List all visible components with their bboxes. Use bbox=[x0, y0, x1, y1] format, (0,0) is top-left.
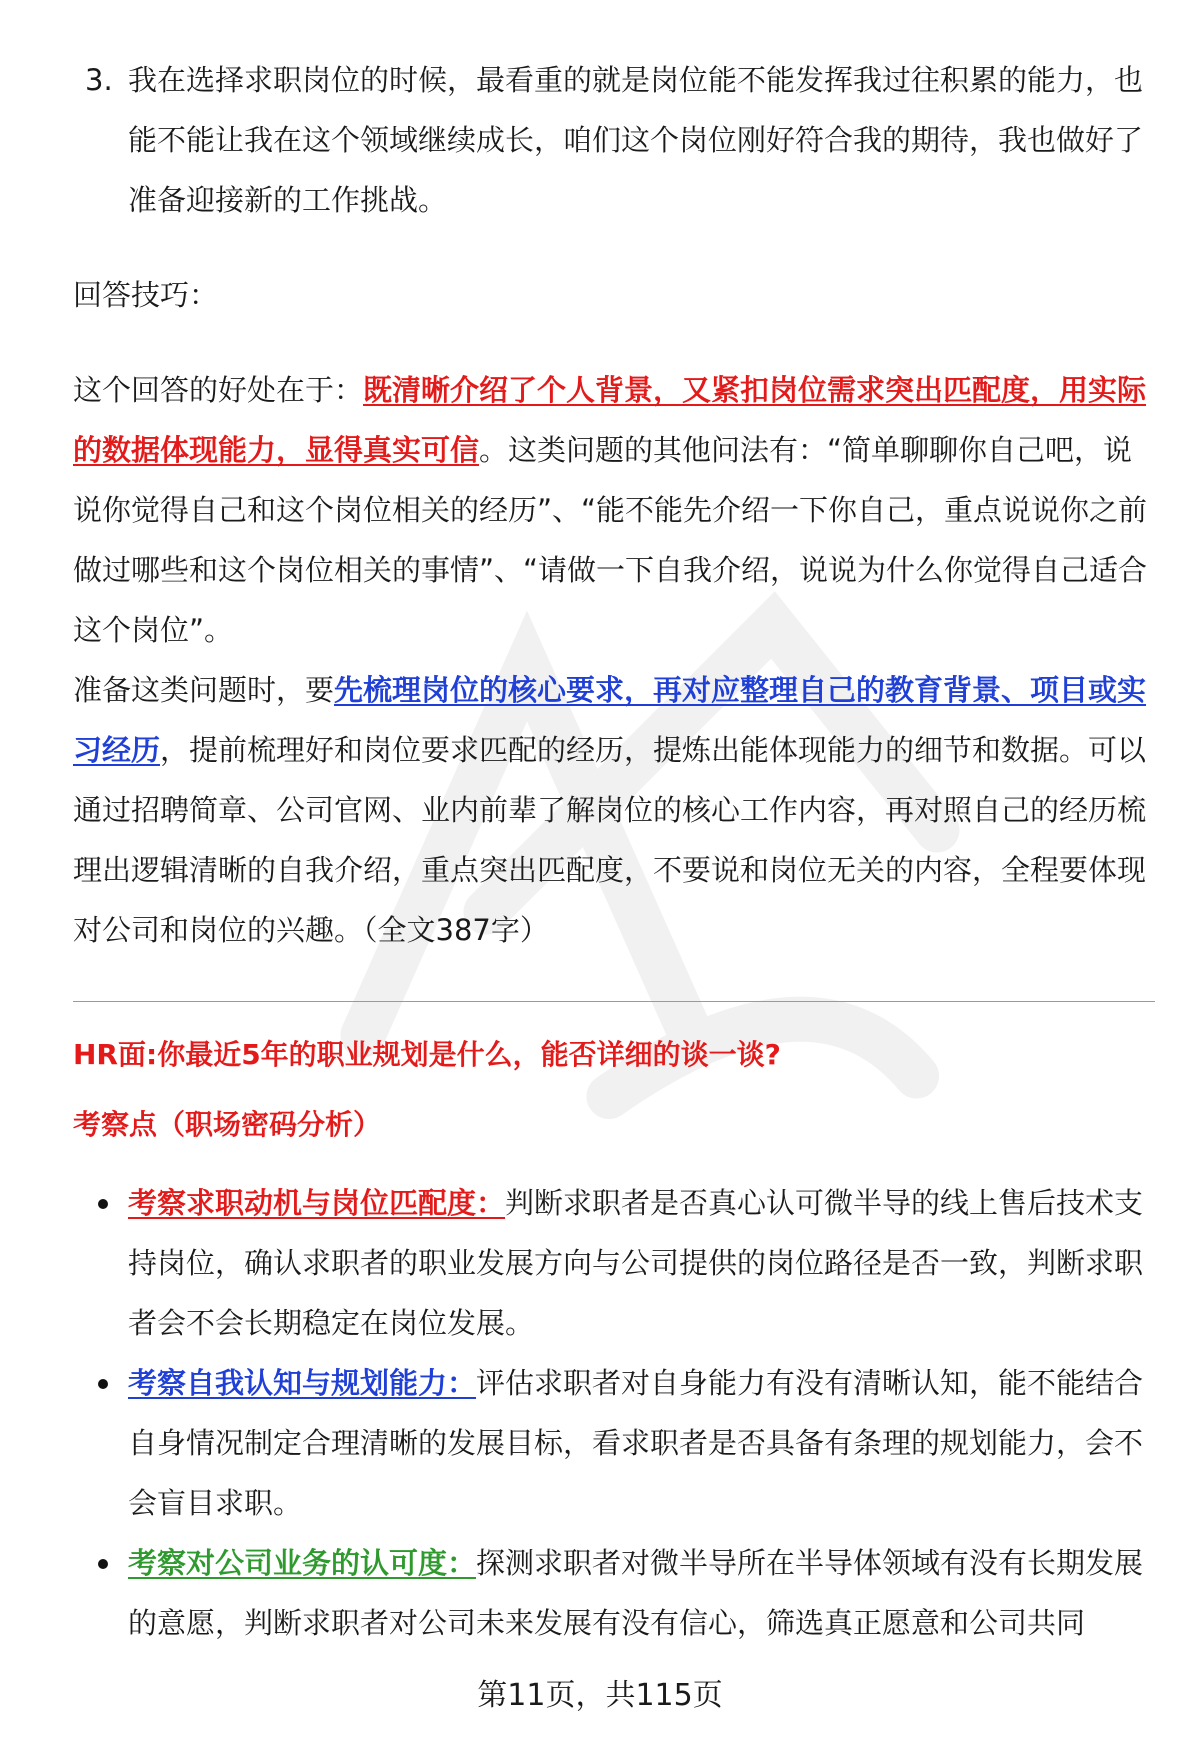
page-footer: 第11页，共115页 bbox=[477, 1678, 723, 1713]
point-title: 考察自我认知与规划能力： bbox=[128, 1366, 477, 1400]
tips-p2-lead: 准备这类问题时，要 bbox=[73, 673, 335, 707]
section-divider bbox=[73, 1001, 1155, 1002]
point-title: 考察求职动机与岗位匹配度： bbox=[128, 1186, 506, 1220]
assessment-points-list bbox=[73, 1173, 1158, 1653]
list-item bbox=[73, 1533, 1158, 1653]
tips-p1-lead: 这个回答的好处在于： bbox=[73, 373, 364, 407]
point-text: 探测求职者对微半导所在半导体领域有没有长期发展的意愿，判断求职者对公司未来发展有没有信心，筛选真正愿意和公司共同 bbox=[128, 1546, 1144, 1640]
tips-p2-rest: ，提前梳理好和岗位要求匹配的经历，提炼出能体现能力的细节和数据。可以通过招聘简章、公司官网、业内前辈了解岗位的核心工作内容，再对照自己的经历梳理出逻辑清晰的自我介绍，重点突出匹配度，不要说和岗位无关的内容，全程要体现对公司和岗位的兴趣。（全文387字） bbox=[73, 733, 1147, 947]
bullet-icon bbox=[98, 1559, 108, 1569]
tips-p2-emphasis: 先梳理岗位的核心要求，再对应整理自己的教育背景、项目或实习经历 bbox=[73, 673, 1147, 767]
list-item bbox=[73, 1173, 1158, 1353]
tips-p1-rest: 。这类问题的其他问法有：“简单聊聊你自己吧，说说你觉得自己和这个岗位相关的经历”、“能不能先介绍一下你自己，重点说说你之前做过哪些和这个岗位相关的事情”、“请做一下自我介绍，说说为什么你觉得自己适合这个岗位”。 bbox=[73, 433, 1148, 647]
tips-paragraph-1 bbox=[73, 360, 1153, 660]
point-title: 考察对公司业务的认可度： bbox=[128, 1546, 477, 1580]
item-text: 我在选择求职岗位的时候，最看重的就是岗位能不能发挥我过往积累的能力，也能不能让我在这个领域继续成长，咱们这个岗位刚好符合我的期待，我也做好了准备迎接新的工作挑战。 bbox=[128, 63, 1144, 217]
bullet-icon bbox=[98, 1199, 108, 1209]
point-text: 判断求职者是否真心认可微半导的线上售后技术支持岗位，确认求职者的职业发展方向与公司提供的岗位路径是否一致，判断求职者会不会长期稳定在岗位发展。 bbox=[128, 1186, 1144, 1340]
item-number: 3. bbox=[85, 63, 113, 97]
tips-p1-emphasis: 既清晰介绍了个人背景，又紧扣岗位需求突出匹配度，用实际的数据体现能力，显得真实可信 bbox=[73, 373, 1147, 467]
tips-paragraph-2 bbox=[73, 660, 1153, 960]
tips-label: 回答技巧： bbox=[73, 278, 219, 312]
point-text: 评估求职者对自身能力有没有清晰认知，能不能结合自身情况制定合理清晰的发展目标，看求职者是否具备有条理的规划能力，会不会盲目求职。 bbox=[128, 1366, 1144, 1520]
section-title: 考察点（职场密码分析） bbox=[73, 1108, 382, 1141]
bullet-icon bbox=[98, 1379, 108, 1389]
list-item bbox=[73, 1353, 1158, 1533]
question-title: HR面:你最近5年的职业规划是什么，能否详细的谈一谈? bbox=[73, 1038, 781, 1071]
numbered-item-3 bbox=[73, 50, 1153, 230]
